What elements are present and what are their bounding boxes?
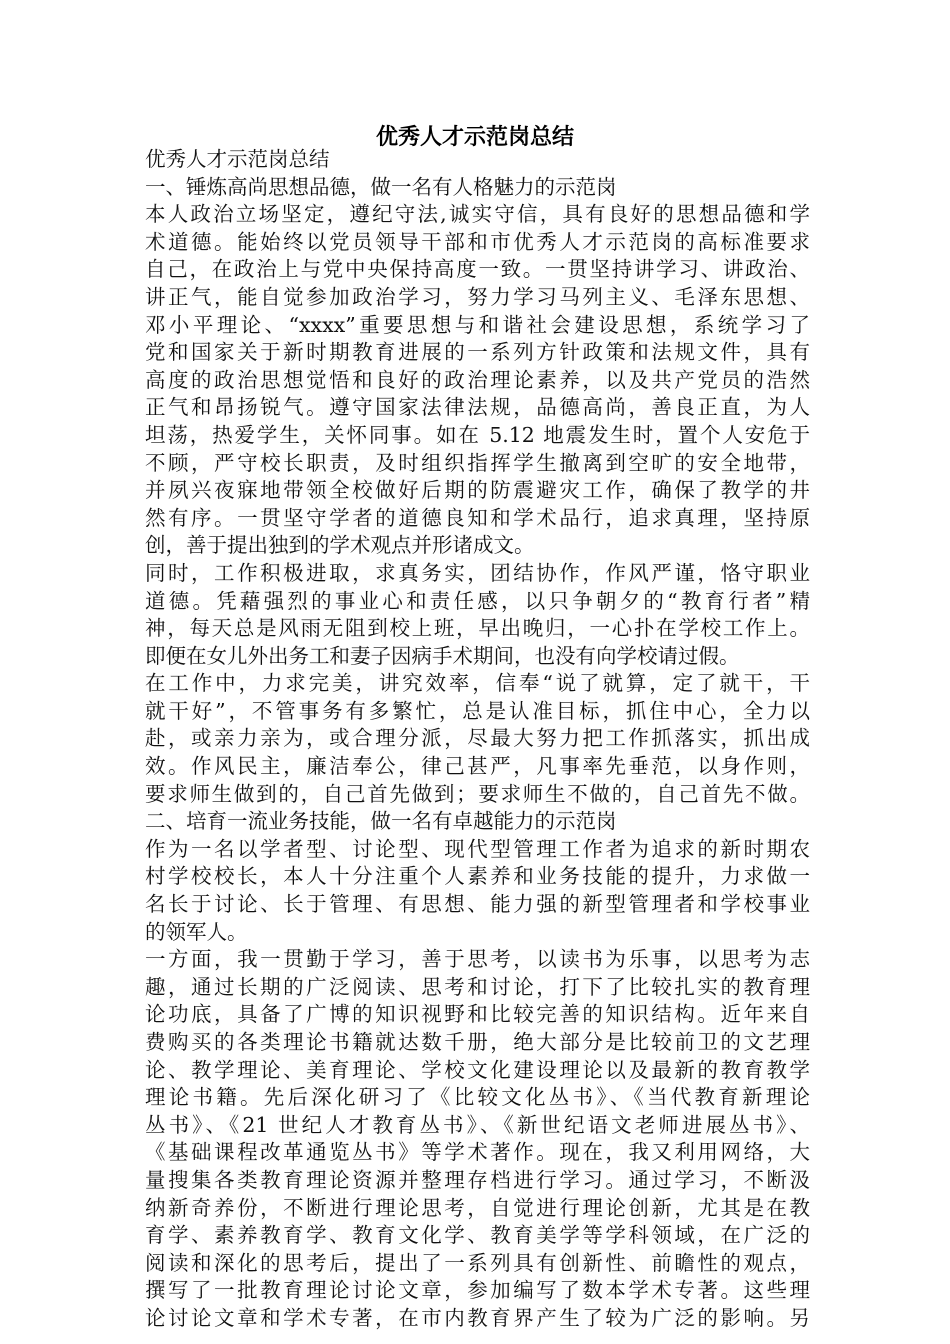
- body-line: 撰写了一批教育理论讨论文章，参加编写了数本学术专著。这些理: [145, 1278, 810, 1303]
- body-line: 党和国家关于新时期教育进展的一系列方针政策和法规文件，具有: [145, 340, 810, 365]
- body-line: 坦荡，热爱学生，关怀同事。如在 5.12 地震发生时，置个人安危于: [145, 422, 810, 447]
- body-line: 道德。凭藉强烈的事业心和责任感，以只争朝夕的“教育行者”精: [145, 588, 810, 613]
- body-line: 不顾，严守校长职责，及时组织指挥学生撤离到空旷的安全地带，: [145, 450, 810, 475]
- body-line: 论、教学理论、美育理论、学校文化建设理论以及最新的教育教学: [145, 1057, 810, 1082]
- body-line: 要求师生做到的，自己首先做到；要求师生不做的，自己首先不做。: [145, 781, 810, 806]
- body-line: 名长于讨论、长于管理、有思想、能力强的新型管理者和学校事业: [145, 892, 810, 917]
- body-line: 量搜集各类教育理论资源并整理存档进行学习。通过学习，不断汲: [145, 1167, 810, 1192]
- body-line: 然有序。一贯坚守学者的道德良知和学术品行，追求真理，坚持原: [145, 505, 810, 530]
- body-line: 论讨论文章和学术专著，在市内教育界产生了较为广泛的影响。另: [145, 1305, 810, 1330]
- body-line: 《基础课程改革通览丛书》等学术著作。现在，我又利用网络，大: [145, 1140, 810, 1165]
- body-line: 一、锤炼高尚思想品德，做一名有人格魅力的示范岗: [145, 174, 617, 199]
- body-line: 创，善于提出独到的学术观点并形诸成文。: [145, 533, 535, 558]
- body-line: 阅读和深化的思考后，提出了一系列具有创新性、前瞻性的观点，: [145, 1250, 810, 1275]
- document-body: [145, 146, 810, 1333]
- body-line: 的领军人。: [145, 919, 248, 944]
- body-line: 趣，通过长期的广泛阅读、思考和讨论，打下了比较扎实的教育理: [145, 974, 810, 999]
- body-line: 赴，或亲力亲为，或合理分派，尽最大努力把工作抓落实，抓出成: [145, 726, 810, 751]
- body-line: 丛书》、《21 世纪人才教育丛书》、《新世纪语文老师进展丛书》、: [145, 1112, 810, 1137]
- body-line: 神，每天总是风雨无阻到校上班，早出晚归，一心扑在学校工作上。: [145, 616, 810, 641]
- body-line: 一方面，我一贯勤于学习，善于思考，以读书为乐事，以思考为志: [145, 947, 810, 972]
- body-line: 就干好”，不管事务有多繁忙，总是认准目标，抓住中心，全力以: [145, 698, 810, 723]
- body-line: 高度的政治思想觉悟和良好的政治理论素养，以及共产党员的浩然: [145, 367, 810, 392]
- body-line: 费购买的各类理论书籍就达数千册，绝大部分是比较前卫的文艺理: [145, 1030, 810, 1054]
- body-line: 即便在女儿外出务工和妻子因病手术期间，也没有向学校请过假。: [145, 643, 740, 668]
- body-line: 本人政治立场坚定，遵纪守法,诚实守信，具有良好的思想品德和学: [145, 202, 810, 227]
- body-line: 理论书籍。先后深化研习了《比较文化丛书》、《当代教育新理论: [145, 1085, 810, 1110]
- body-line: 在工作中，力求完美，讲究效率，信奉“说了就算，定了就干，干: [145, 671, 810, 696]
- body-line: 并夙兴夜寐地带领全校做好后期的防震避灾工作，确保了教学的井: [145, 478, 810, 503]
- body-line: 同时，工作积极进取，求真务实，团结协作，作风严谨，恪守职业: [145, 560, 810, 585]
- body-line: 二、培育一流业务技能，做一名有卓越能力的示范岗: [145, 809, 617, 834]
- body-line: 正气和昂扬锐气。遵守国家法律法规，品德高尚，善良正直，为人: [145, 395, 810, 420]
- body-line: 村学校校长，本人十分注重个人素养和业务技能的提升，力求做一: [145, 864, 810, 889]
- body-line: 讲正气，能自觉参加政治学习，努力学习马列主义、毛泽东思想、: [145, 284, 810, 309]
- body-line: 优秀人才示范岗总结: [145, 147, 330, 171]
- body-line: 邓小平理论、“xxxx”重要思想与和谐社会建设思想，系统学习了: [145, 312, 810, 337]
- body-line: 论功底，具备了广博的知识视野和比较完善的知识结构。近年来自: [145, 1002, 810, 1027]
- document-title: 优秀人才示范岗总结: [375, 125, 574, 150]
- body-line: 纳新奇养份，不断进行理论思考，自觉进行理论创新，尤其是在教: [145, 1195, 810, 1220]
- body-line: 自己，在政治上与党中央保持高度一致。一贯坚持讲学习、讲政治、: [145, 257, 810, 282]
- body-line: 作为一名以学者型、讨论型、现代型管理工作者为追求的新时期农: [145, 836, 810, 861]
- body-line: 育学、素养教育学、教育文化学、教育美学等学科领域，在广泛的: [145, 1223, 810, 1248]
- body-line: 术道德。能始终以党员领导干部和市优秀人才示范岗的高标准要求: [145, 229, 810, 254]
- body-line: 效。作风民主，廉洁奉公，律己甚严，凡事率先垂范，以身作则，: [145, 754, 810, 779]
